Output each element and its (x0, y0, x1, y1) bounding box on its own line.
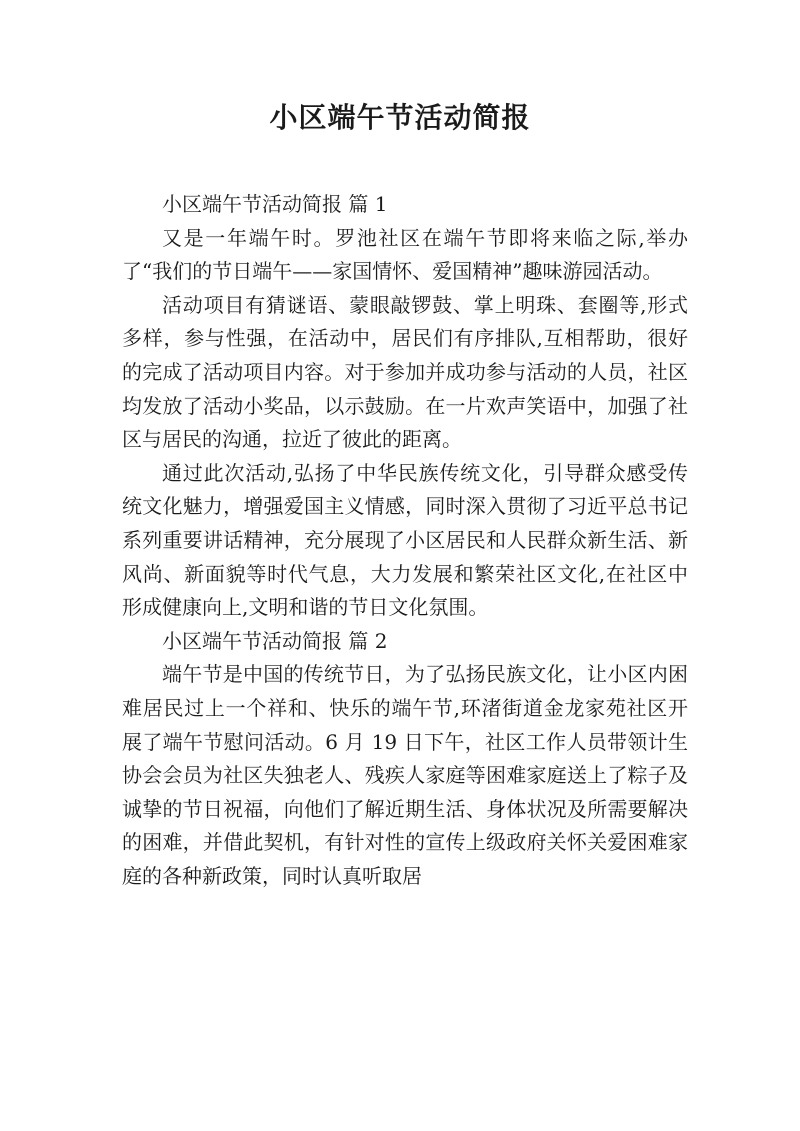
section-heading-2: 小区端午节活动简报 篇 2 (162, 628, 388, 653)
paragraph-1-1: 又是一年端午时。罗池社区在端午节即将来临之际,举办了“我们的节日端午——家国情怀、爱国精神”趣味游园活动。 (122, 225, 688, 284)
paragraph-2-1: 端午节是中国的传统节日，为了弘扬民族文化，让小区内困难居民过上一个祥和、快乐的端午节,环渚街道金龙家苑社区开展了端午节慰问活动。6 月 19 日下午，社区工作人员带领计生协会会员为社区失独老人、残疾人家庭等困难家庭送上了粽子及诚挚的节日祝福，向他们了解近期生活、身体状况及所需要解决的困难，并借此契机，有针对性的宣传上级政府关怀关爱困难家庭的各种新政策，同时认真听取居 (122, 662, 688, 888)
paragraph-1-3: 通过此次活动,弘扬了中华民族传统文化，引导群众感受传统文化魅力，增强爱国主义情感，同时深入贯彻了习近平总书记系列重要讲话精神，充分展现了小区居民和人民群众新生活、新风尚、新面貌等时代气息，大力发展和繁荣社区文化,在社区中形成健康向上,文明和谐的节日文化氛围。 (122, 460, 688, 620)
document-title: 小区端午节活动简报 (269, 101, 531, 134)
document-body (122, 188, 688, 893)
section-heading-1: 小区端午节活动简报 篇 1 (162, 192, 388, 216)
paragraph-1-2: 活动项目有猜谜语、蒙眼敲锣鼓、掌上明珠、套圈等,形式多样，参与性强，在活动中，居民们有序排队,互相帮助，很好的完成了活动项目内容。对于参加并成功参与活动的人员，社区均发放了活动小奖品，以示鼓励。在一片欢声笑语中，加强了社区与居民的沟通，拉近了彼此的距离。 (122, 292, 688, 452)
